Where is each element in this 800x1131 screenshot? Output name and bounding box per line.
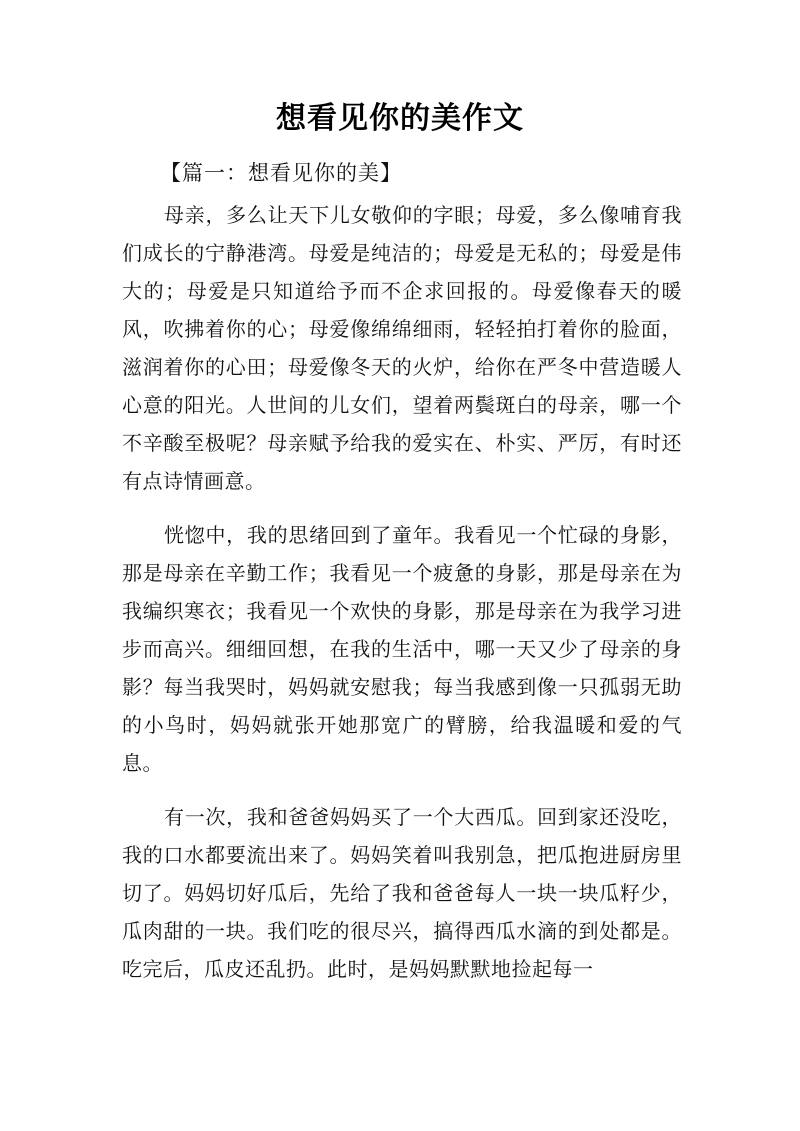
document-body [122,196,682,1004]
paragraph-1: 母亲，多么让天下儿女敬仰的字眼；母爱，多么像哺育我们成长的宁静港湾。母爱是纯洁的；母爱是无私的；母爱是伟大的；母爱是只知道给予而不企求回报的。母爱像春天的暖风，吹拂着你的心；母爱像绵绵细雨，轻轻拍打着你的脸面，滋润着你的心田；母爱像冬天的火炉，给你在严冬中营造暖人心意的阳光。人世间的儿女们，望着两鬓斑白的母亲，哪一个不辛酸至极呢？母亲赋予给我的爱实在、朴实、严厉，有时还有点诗情画意。 [122,203,682,493]
document-title: 想看见你的美作文 [276,101,524,136]
paragraph-3: 有一次，我和爸爸妈妈买了一个大西瓜。回到家还没吃，我的口水都要流出来了。妈妈笑着叫我别急，把瓜抱进厨房里切了。妈妈切好瓜后，先给了我和爸爸每人一块一块瓜籽少，瓜肉甜的一块。我们吃的很尽兴，搞得西瓜水滴的到处都是。吃完后，瓜皮还乱扔。此时，是妈妈默默地捡起每一 [122,805,682,981]
section-heading: 【篇一：想看见你的美】 [160,161,402,185]
paragraph-2: 恍惚中，我的思绪回到了童年。我看见一个忙碌的身影，那是母亲在辛勤工作；我看见一个疲惫的身影，那是母亲在为我编织寒衣；我看见一个欢快的身影，那是母亲在为我学习进步而高兴。细细回想，在我的生活中，哪一天又少了母亲的身影？每当我哭时，妈妈就安慰我；每当我感到像一只孤弱无助的小鸟时，妈妈就张开她那宽广的臂膀，给我温暖和爱的气息。 [122,523,682,775]
